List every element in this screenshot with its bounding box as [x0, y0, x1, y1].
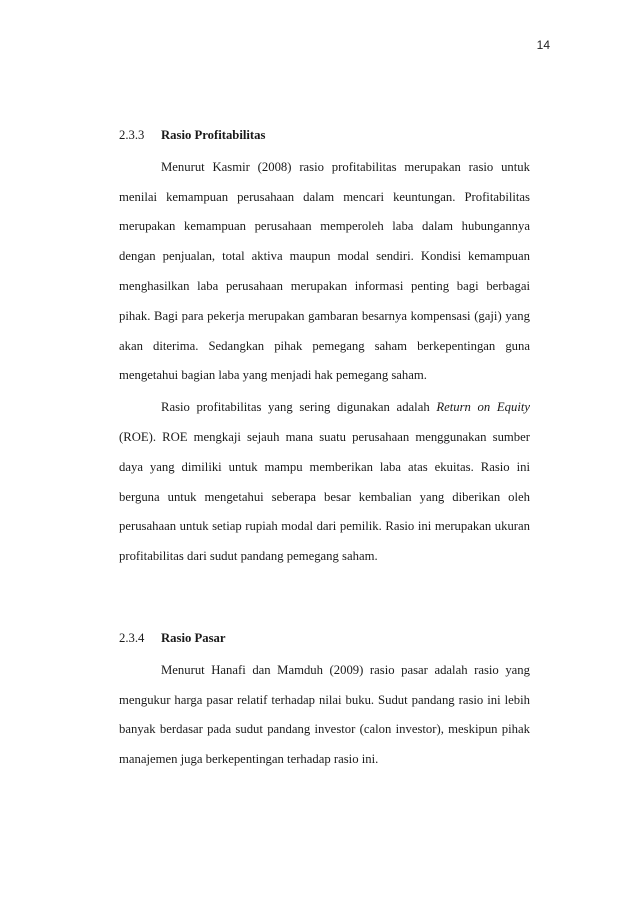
- paragraph-profitabilitas-2: [119, 393, 530, 572]
- paragraph-text: (ROE). ROE mengkaji sejauh mana suatu perusahaan menggunakan sumber daya yang dimiliki untuk mampu memberikan laba atas ekuitas. Rasio ini berguna untuk mengetahui seberapa besar kembalian yang diberikan oleh perusahaan untuk setiap rupiah modal dari pemilik. Rasio ini merupakan ukuran profitabilitas dari sudut pandang pemegang saham.: [119, 429, 530, 564]
- section-number: 2.3.4: [119, 630, 145, 645]
- section-title: Rasio Pasar: [161, 630, 226, 645]
- section-heading-profitabilitas: [119, 121, 530, 151]
- document-body: [119, 121, 530, 777]
- section-title: Rasio Profitabilitas: [161, 128, 266, 142]
- italic-term: Return on Equity: [436, 400, 531, 415]
- section-heading-pasar: [119, 624, 530, 654]
- section-number: 2.3.3: [119, 128, 145, 142]
- page-number: 14: [536, 38, 550, 52]
- paragraph-profitabilitas-1: Menurut Kasmir (2008) rasio profitabilitas merupakan rasio untuk menilai kemampuan perusahaan dalam mencari keuntungan. Profitabilitas merupakan kemampuan perusahaan memperoleh laba dalam hubungannya dengan penjualan, total aktiva maupun modal sendiri. Kondisi kemampuan menghasilkan laba perusahaan merupakan informasi penting bagi berbagai pihak. Bagi para pekerja merupakan gambaran besarnya kompensasi (gaji) yang akan diterima. Sedangkan pihak pemegang saham berkepentingan guna mengetahui bagian laba yang menjadi hak pemegang saham.: [119, 159, 530, 383]
- paragraph-text: Rasio profitabilitas yang sering digunakan adalah: [161, 400, 437, 415]
- paragraph-pasar-1: Menurut Hanafi dan Mamduh (2009) rasio pasar adalah rasio yang mengukur harga pasar relatif terhadap nilai buku. Sudut pandang rasio ini lebih banyak berdasar pada sudut pandang investor (calon investor), meskipun pihak manajemen juga berkepentingan terhadap rasio ini.: [119, 662, 530, 767]
